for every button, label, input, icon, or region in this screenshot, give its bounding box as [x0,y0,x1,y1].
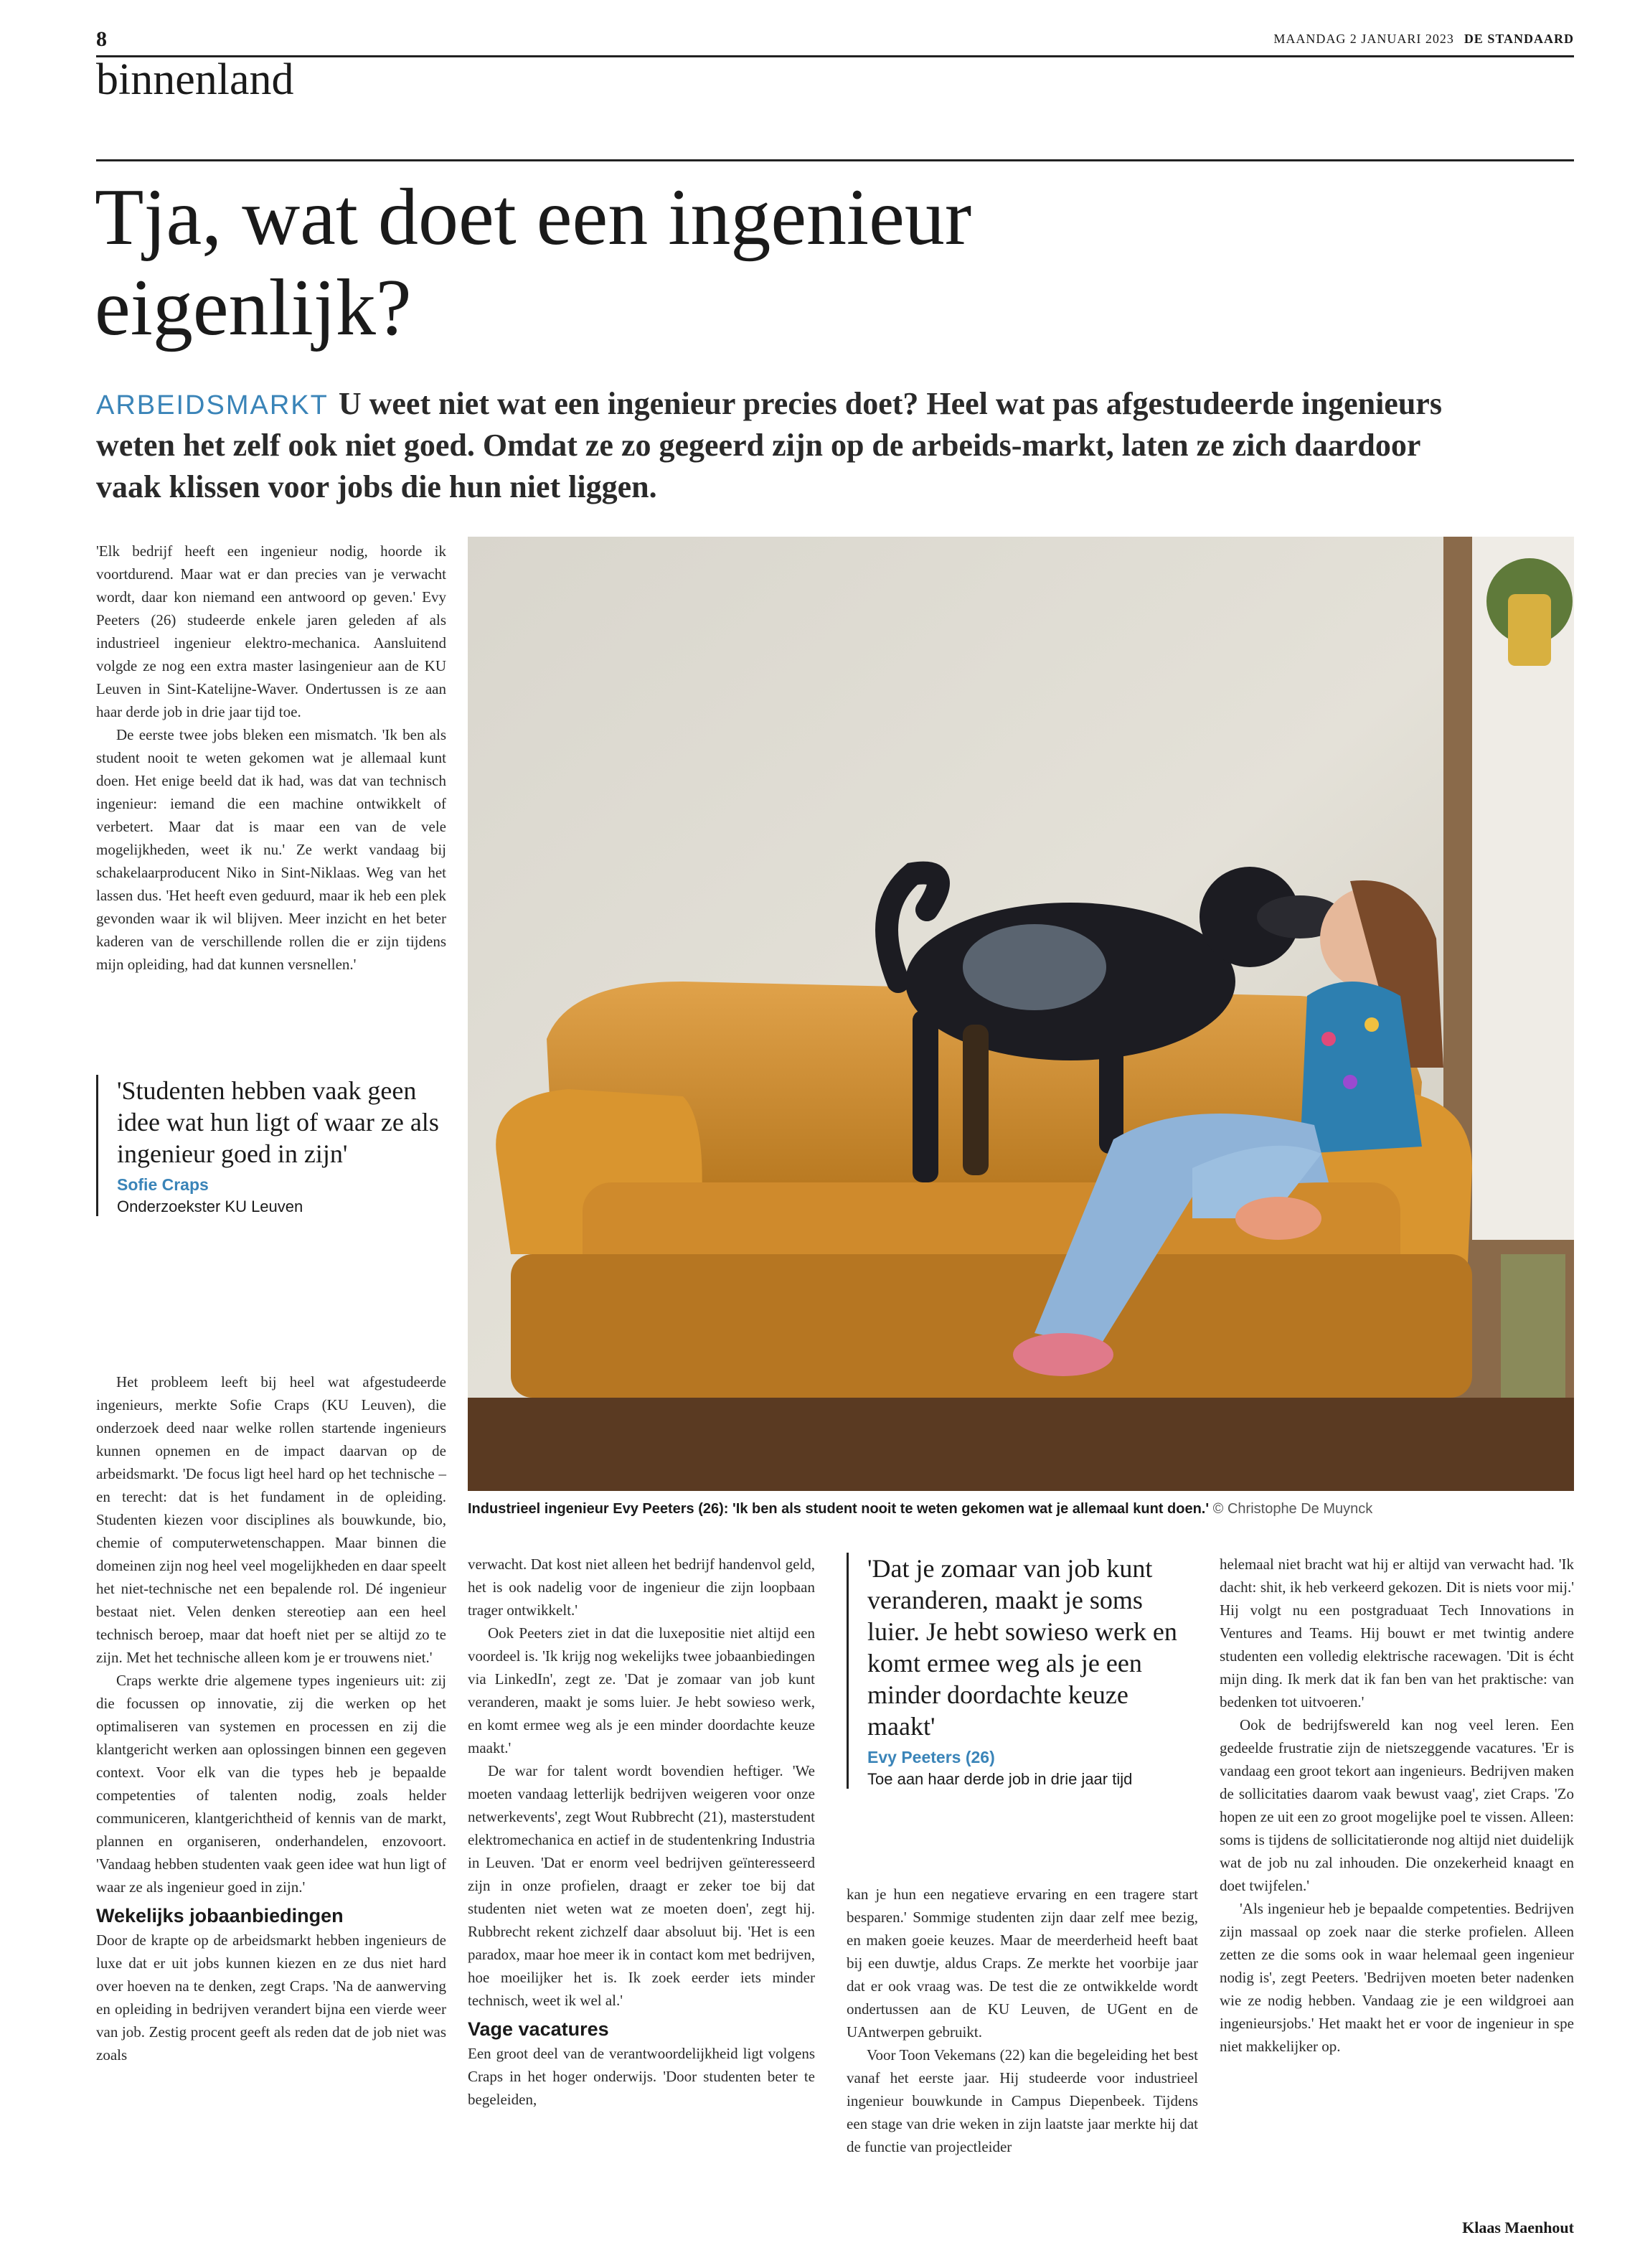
caption-text: Industrieel ingenieur Evy Peeters (26): 'Ik ben als student nooit te weten gekomen wat je allemaal kunt doen.' [468,1501,1210,1517]
paragraph: De eerste twee jobs bleken een mismatch. 'Ik ben als student nooit te weten gekomen wat je allemaal kunt doen. Het enige beeld dat ik had, was dat van technisch ingenieur: iemand die een machine ontwikkelt of verbetert. Maar dat is maar een van de vele mogelijkheden, weet ik nu.' Ze werkt vandaag bij schakelaarproducent Niko in Sint-Niklaas. Weg van het lassen dus. 'Het heeft even geduurd, maar ik heb een plek gevonden waar ik wil blijven. Meer inzicht en het beter kaderen van de verschillende rollen die er zijn tijdens mijn opleiding, had dat kunnen versnellen.' [96,726,446,973]
page-number: 8 [96,27,107,51]
intro-text: U weet niet wat een ingenieur precies doet? Heel wat pas afgestudeerde ingenieurs weten het zelf ook niet goed. Omdat ze zo gegeerd zijn op de arbeids-markt, laten ze zich daardoor vaak klissen voor jobs die hun niet liggen. [96,386,1442,504]
paragraph: 'Elk bedrijf heeft een ingenieur nodig, hoorde ik voortdurend. Maar wat er dan precies van je verwacht wordt, daar kon niemand een antwoord op geven.' Evy Peeters (26) studeerde enkele jaren geleden af als industrieel ingenieur elektro-mechanica. Aansluitend volgde ze nog een extra master lasingenieur aan de KU Leuven in Sint-Katelijne-Waver. Ondertussen is ze aan haar derde job in drie jaar tijd toe. [96,542,446,720]
kicker: ARBEIDSMARKT [96,390,329,420]
paragraph: Een groot deel van de verantwoordelijkheid ligt volgens Craps in het hoger onderwijs. 'Door studenten beter te begeleiden, [468,2045,815,2108]
pull-quote-role: Toe aan haar derde job in drie jaar tijd [867,1770,1133,1788]
photo-illustration [468,537,1574,1491]
paragraph: helemaal niet bracht wat hij er altijd van verwacht had. 'Ik dacht: shit, ik heb verkeerd gekozen. Dit is niets voor mij.' Hij volgt nu een postgraduaat Tech Innovations in Ventures and Teams. Hij bouwt er met twintig andere studenten een volledig elektrische racewagen. 'Dit is écht mijn ding. Ik merk dat ik fan ben van het praktische: van bedenken tot uitvoeren.' [1220,1556,1574,1711]
section-title: binnenland [96,55,294,104]
pull-quote-text: 'Studenten hebben vaak geen idee wat hun ligt of waar ze als ingenieur goed in zijn' [117,1076,439,1168]
dateline [1273,32,1574,47]
subheading: Vage vacatures [468,2018,609,2040]
paragraph: Het probleem leeft bij heel wat afgestudeerde ingenieurs, merkte Sofie Craps (KU Leuven), die onderzoek deed naar welke rollen startende ingenieurs kunnen opnemen en de impact daarvan op de arbeidsmarkt. 'De focus ligt heel hard op het technische – en terecht: dat is het fundament in de opleiding. Studenten kiezen voor disciplines als bouwkunde, bio, chemie of computerwetenschappen. Maar binnen die domeinen zijn nog heel veel mogelijkheden en daar speelt het niet-technische net een bepalende rol. Dé ingenieur bestaat niet. Velen denken stereotiep aan een heel technisch beroep, maar dat hoeft niet per se altijd zo te zijn. Met het technische alleen kom je er trouwens niet.' [96,1373,446,1666]
paragraph: Voor Toon Vekemans (22) kan die begeleiding het best vanaf het eerste jaar. Hij studeerde voor industrieel ingenieur bouwkunde in Campus Diepenbeek. Tijdens een stage van drie weken in zijn laatste jaar merkte hij dat de functie van projectleider [847,2046,1198,2155]
page-header [96,26,1574,57]
pull-quote-role: Onderzoekster KU Leuven [117,1197,303,1215]
column-3 [847,1883,1198,2158]
subheading: Wekelijks jobaanbiedingen [96,1905,344,1926]
pull-quote-craps [96,1075,446,1216]
byline: Klaas Maenhout [1462,2218,1574,2236]
paragraph: Ook Peeters ziet in dat die luxepositie niet altijd een voordeel is. 'Ik krijg nog wekelijks twee jobaanbiedingen via LinkedIn', zegt ze. 'Dat je zomaar van job kunt veranderen, maakt je soms luier. Je hebt sowieso werk, en komt ermee weg als je een minder doordachte keuze maakt.' [468,1624,815,1756]
paragraph: Door de krapte op de arbeidsmarkt hebben ingenieurs de luxe dat er uit jobs kunnen kiezen en ze dus niet hard over hoeven na te denken, zegt Craps. 'Na de aanwerving en opleiding in bedrijven verandert bijna een vierde weer van job. Zestig procent geeft als reden dat de job niet was zoals [96,1931,446,2064]
pull-quote-name: Evy Peeters (26) [867,1748,995,1766]
publication-name: DE STANDAARD [1464,32,1574,46]
issue-date: MAANDAG 2 JANUARI 2023 [1273,32,1454,46]
paragraph: De war for talent wordt bovendien heftiger. 'We moeten vandaag letterlijk bedrijven weigeren voor onze netwerkevents', zegt Wout Rubbrecht (21), masterstudent elektromechanica en actief in de studentenkring Industria in Leuven. 'Dat er enorm veel bedrijven geïnteresseerd zijn in onze profielen, draagt er zeker toe bij dat studenten niet weten wat ze moeten doen', zegt hij. Rubbrecht rekent zichzelf daar absoluut bij. 'Het is een paradox, maar hoe meer ik in contact kom met bedrijven, hoe moeilijker het is. Ik zoek eerder iets minder technisch, weet ik wel al.' [468,1762,815,2009]
headline: Tja, wat doet een ingenieur eigenlijk? [95,173,972,352]
paragraph: Craps werkte drie algemene types ingenieurs uit: zij die focussen op innovatie, zij die werken op het optimaliseren van systemen en processen en zij die klantgericht werken aan oplossingen binnen een gegeven context. Voor elk van die types heb je bepaalde competenties of talenten nodig, zoals helder communiceren, klantgerichtheid of kennis van de markt, plannen en organiseren, onderhandelen, enzovoort. 'Vandaag hebben studenten vaak geen idee wat hun ligt of waar ze als ingenieur goed in zijn.' [96,1672,446,1896]
paragraph: 'Als ingenieur heb je bepaalde competenties. Bedrijven zijn massaal op zoek naar die sterke profielen. Alleen zetten ze die soms ook in waar helemaal geen ingenieur nodig is', zegt Peeters. 'Bedrijven moeten beter nadenken wie ze nodig hebben. Vandaag zie je een wildgroei aan ingenieursjobs.' Het maakt het er voor de ingenieur in spe niet makkelijker op. [1220,1900,1574,2055]
paragraph: Ook de bedrijfswereld kan nog veel leren. Een gedeelde frustratie zijn de nietszeggende vacatures. 'Er is vandaag een groot tekort aan ingenieurs. Bedrijven maken de sollicitaties daarom vaak bewust vaag', ziet Craps. 'Zo hopen ze uit een zo groot mogelijke poel te vissen. Alleen: soms is tijdens de sollicitatieronde nog altijd niet duidelijk wat de job nu zal inhouden. Die onzekerheid knaagt en doet twijfelen.' [1220,1716,1574,1894]
paragraph: kan je hun een negatieve ervaring en een tragere start besparen.' Sommige studenten zijn daar zelf mee bezig, en maken goeie keuzes. Maar de meerderheid heeft baat bij een duwtje, aldus Craps. Ze merkte het voorbije jaar dat er ook vraag was. De test die ze ontwikkelde wordt ondertussen aan de KU Leuven, de UGent en de UAntwerpen gebruikt. [847,1886,1198,2041]
article-intro [96,383,1459,508]
column-1-top [96,540,446,976]
paragraph: verwacht. Dat kost niet alleen het bedrijf handenvol geld, het is ook nadelig voor de ingenieur die zijn loopbaan trager ontwikkelt.' [468,1556,815,1619]
photo-credit: © Christophe De Muynck [1212,1501,1373,1517]
photo-caption [468,1501,1574,1518]
pull-quote-name: Sofie Craps [117,1175,209,1194]
column-1-bottom [96,1370,446,2066]
column-2 [468,1553,815,2111]
column-4 [1220,1553,1574,2058]
header-divider [96,159,1574,161]
pull-quote-text: 'Dat je zomaar van job kunt veranderen, maakt je soms luier. Je hebt sowieso werk en komt ermee weg als je een minder doordachte keuze maakt' [867,1554,1177,1741]
article-photo [468,537,1574,1491]
pull-quote-peeters [847,1553,1198,1789]
